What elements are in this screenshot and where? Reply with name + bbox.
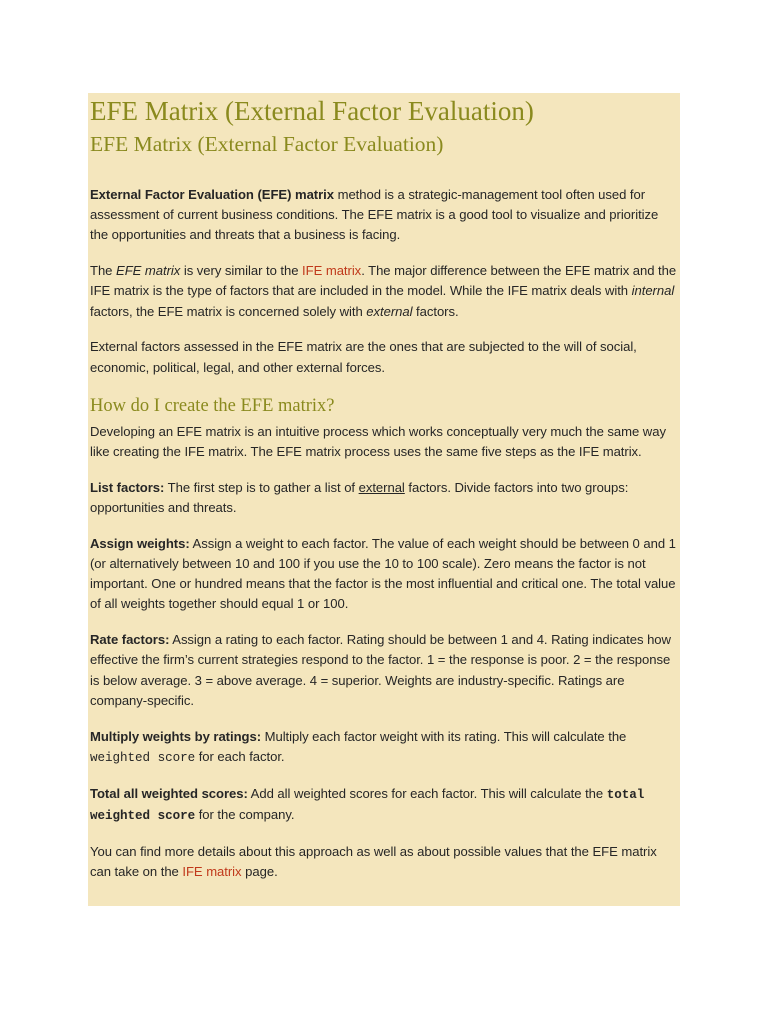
step-text: for each factor. (195, 748, 285, 764)
step-text: factors. Divide factors into two groups: opportunities and threats. (90, 479, 629, 516)
external-factors-paragraph: External factors assessed in the EFE matrix are the ones that are subjected to the will of social, economic, political, legal, and other external forces. (90, 339, 637, 375)
intro-paragraph (90, 185, 678, 246)
comparison-text-2: is very similar to the (180, 263, 303, 279)
step-rate-factors (90, 630, 678, 711)
step-label: Rate factors: (90, 632, 170, 648)
process-intro-paragraph: Developing an EFE matrix is an intuitive process which works conceptually very much the same way like creating the IFE matrix. The EFE matrix process uses the same five steps as the IFE matrix. (90, 423, 666, 460)
closing-text-1: You can find more details about this approach as well as about possible values that the EFE matrix can take on the (90, 843, 657, 879)
step-label: Multiply weights by ratings: (90, 728, 262, 744)
code-total-weighted-score: total weighted score (90, 787, 645, 823)
comparison-text-3: . The major difference between the EFE matrix and the IFE matrix is the type of factors that are included in the model. While the IFE matrix deals with (90, 263, 677, 299)
ife-matrix-link[interactable]: IFE matrix (302, 263, 362, 279)
page-title: EFE Matrix (External Factor Evaluation) (90, 96, 534, 126)
closing-text-2: page. (241, 863, 278, 879)
comparison-text-4: factors, the EFE matrix is concerned solely with (90, 303, 367, 319)
comparison-paragraph (90, 261, 678, 322)
comparison-text-5: factors. (412, 303, 459, 319)
ife-matrix-page-link[interactable]: IFE matrix (182, 863, 242, 879)
step-total-scores (90, 784, 678, 826)
intro-text: method is a strategic-management tool often used for assessment of current business conditions. The EFE matrix is a good tool to visualize and prioritize the opportunities and threats that a business is facing. (90, 187, 659, 243)
step-label: Assign weights: (90, 535, 190, 551)
page-subtitle: EFE Matrix (External Factor Evaluation) (90, 132, 444, 156)
step-text: The first step is to gather a list of (164, 479, 359, 495)
document-page (88, 93, 680, 906)
step-label: List factors: (90, 479, 165, 495)
step-text: Multiply each factor weight with its rating. This will calculate the (261, 728, 627, 744)
step-text: for the company. (195, 806, 295, 822)
comparison-text-1: The (90, 263, 117, 279)
underlined-external: external (358, 479, 405, 495)
comparison-em-internal: internal (631, 283, 675, 299)
closing-paragraph (90, 842, 678, 882)
section-heading-create: How do I create the EFE matrix? (90, 395, 335, 416)
intro-bold-term: External Factor Evaluation (EFE) matrix (90, 187, 334, 202)
step-text: Assign a rating to each factor. Rating should be between 1 and 4. Rating indicates how effective the firm’s current strategies respond to the factor. 1 = the response is poor. 2 = the response is below average. 3 = above average. 4 = superior. Weights are industry-specific. Ratings are company-specific. (90, 632, 671, 708)
step-assign-weights (90, 534, 678, 615)
step-text: Assign a weight to each factor. The value of each weight should be between 0 and 1 (or alternatively between 10 and 100 if you use the 10 to 100 scale). Zero means the factor is not important. One or hundred means that the factor is the most influential and critical one. The total value of all weights together should equal 1 or 100. (90, 535, 676, 612)
step-text: Add all weighted scores for each factor. This will calculate the (247, 785, 607, 801)
comparison-em-external: external (366, 303, 413, 319)
step-list-factors (90, 478, 678, 518)
code-weighted-score: weighted score (90, 750, 196, 765)
step-multiply-weights (90, 727, 678, 768)
comparison-em-efe: EFE matrix (116, 263, 181, 279)
step-label: Total all weighted scores: (90, 785, 248, 801)
